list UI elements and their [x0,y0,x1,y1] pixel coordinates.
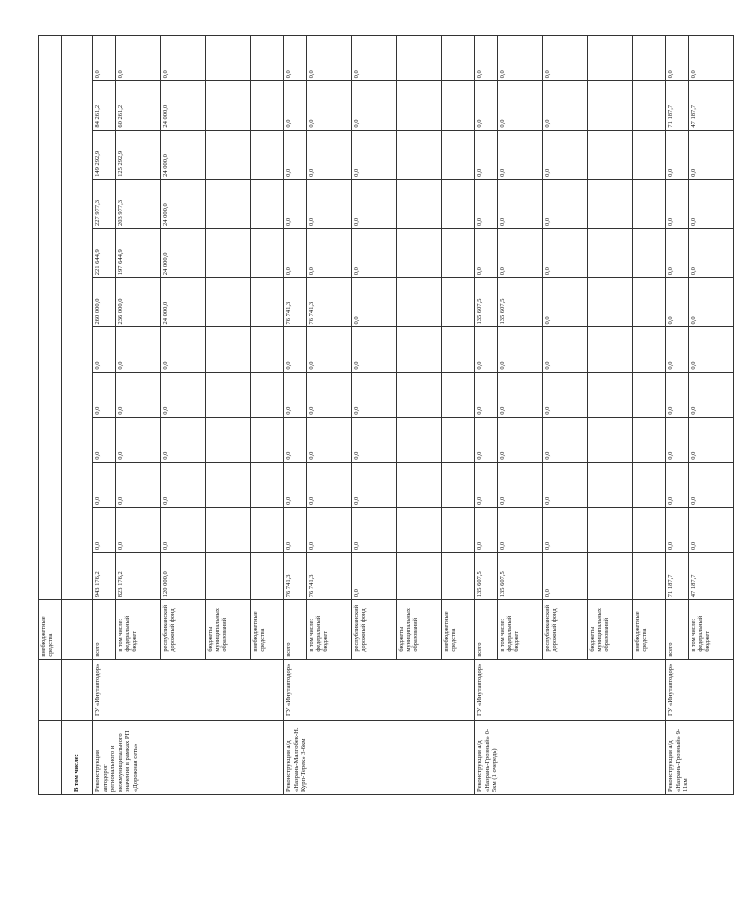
value-cell: 943 176,2 [93,553,116,600]
value-cell [206,553,251,600]
value-cell [251,507,284,552]
value-cell: 0,0 [689,327,734,372]
funding-source-cell: в том числе: федеральный бюджет [307,600,352,659]
value-cell: 0,0 [93,327,116,372]
value-cell: 125 292,9 [116,130,161,179]
value-cell [633,130,666,179]
value-cell [397,553,442,600]
value-cell [397,229,442,278]
value-cell: 0,0 [498,130,543,179]
funding-source-cell: республиканский дорожный фонд [161,600,206,659]
value-cell: 0,0 [543,372,588,417]
value-cell [251,553,284,600]
value-cell [633,327,666,372]
value-cell: 0,0 [307,81,352,130]
value-cell [442,327,475,372]
value-cell [251,462,284,507]
value-cell [633,553,666,600]
value-cell: 0,0 [689,507,734,552]
value-cell: 24 000,0 [161,278,206,327]
value-cell: 0,0 [689,278,734,327]
value-cell: 0,0 [307,229,352,278]
value-cell [251,81,284,130]
value-cell [397,462,442,507]
value-cell [397,36,442,81]
funding-source-cell: в том числе: федеральный бюджет [116,600,161,659]
value-cell: 0,0 [284,81,307,130]
value-cell [442,553,475,600]
value-cell: 0,0 [498,81,543,130]
value-cell: 0,0 [161,507,206,552]
value-cell [251,179,284,228]
financing-table [38,35,734,795]
value-cell: 0,0 [352,553,397,600]
value-cell: 0,0 [475,130,498,179]
value-cell: 0,0 [498,229,543,278]
value-cell [633,462,666,507]
value-cell: 0,0 [352,507,397,552]
value-cell: 24 000,0 [161,81,206,130]
value-cell [251,229,284,278]
funding-source-cell: внебюджетные средства [251,600,284,659]
value-cell: 0,0 [543,417,588,462]
value-cell: 0,0 [161,327,206,372]
value-cell: 0,0 [93,372,116,417]
value-cell: 60 261,2 [116,81,161,130]
value-cell: 0,0 [498,179,543,228]
value-cell: 120 000,0 [161,553,206,600]
value-cell [206,372,251,417]
funding-source-cell: республиканский дорожный фонд [352,600,397,659]
value-cell [397,327,442,372]
value-cell: 0,0 [352,130,397,179]
value-cell [251,36,284,81]
value-cell: 0,0 [352,327,397,372]
value-cell [206,327,251,372]
value-cell: 823 176,2 [116,553,161,600]
value-cell: 71 187,7 [666,81,689,130]
object-name-cell: Реконструкция автодорог регионального и межмуниципального значения в рамках РП «Дорожная сеть» [93,721,284,795]
value-cell [397,372,442,417]
empty-cell [62,600,93,659]
value-cell: 0,0 [116,372,161,417]
value-cell: 0,0 [543,327,588,372]
value-cell [397,507,442,552]
value-cell [588,81,633,130]
value-cell: 0,0 [689,130,734,179]
value-cell: 135 607,5 [498,278,543,327]
value-cell: 0,0 [689,179,734,228]
value-cell: 0,0 [116,327,161,372]
value-cell: 203 977,3 [116,179,161,228]
value-cell: 0,0 [352,179,397,228]
value-cell: 0,0 [284,179,307,228]
funding-source-cell: республиканский дорожный фонд [543,600,588,659]
value-cell: 0,0 [352,372,397,417]
value-cell: 0,0 [498,462,543,507]
value-cell [633,229,666,278]
value-cell: 0,0 [284,229,307,278]
value-cell [397,179,442,228]
value-cell: 0,0 [161,36,206,81]
value-cell: 0,0 [161,417,206,462]
value-cell [251,417,284,462]
value-cell [633,36,666,81]
value-cell [442,278,475,327]
value-cell: 0,0 [689,372,734,417]
value-cell: 24 000,0 [161,179,206,228]
value-cell [442,462,475,507]
value-cell: 0,0 [475,327,498,372]
value-cell: 76 741,3 [284,553,307,600]
value-cell: 0,0 [307,130,352,179]
value-cell: 71 187,7 [666,553,689,600]
empty-cell [39,721,62,795]
value-cell: 0,0 [284,507,307,552]
funding-source-cell: всего [93,600,116,659]
funding-source-cell: бюджеты муниципальных образований [588,600,633,659]
value-cell: 0,0 [689,229,734,278]
empty-cell [39,36,62,600]
value-cell: 0,0 [498,36,543,81]
in-total-label: В том числе: [62,721,93,795]
empty-cell [62,36,93,600]
value-cell [206,81,251,130]
value-cell: 0,0 [161,372,206,417]
funding-source-cell: внебюджетные средства [442,600,475,659]
value-cell: 47 187,7 [689,81,734,130]
value-cell [588,327,633,372]
value-cell: 0,0 [352,229,397,278]
value-cell: 84 261,2 [93,81,116,130]
funding-source-cell: всего [284,600,307,659]
value-cell [206,229,251,278]
value-cell [588,372,633,417]
funding-source-cell: в том числе: федеральный бюджет [689,600,734,659]
value-cell [588,278,633,327]
value-cell: 0,0 [284,130,307,179]
value-cell [442,507,475,552]
value-cell: 0,0 [689,36,734,81]
value-cell [206,462,251,507]
value-cell [397,130,442,179]
value-cell: 0,0 [666,179,689,228]
value-cell: 24 000,0 [161,229,206,278]
value-cell: 0,0 [475,229,498,278]
value-cell [588,462,633,507]
value-cell: 76 741,3 [284,278,307,327]
value-cell [633,278,666,327]
value-cell: 0,0 [543,278,588,327]
value-cell [633,372,666,417]
value-cell: 135 607,5 [498,553,543,600]
value-cell [442,417,475,462]
value-cell: 0,0 [307,372,352,417]
value-cell: 0,0 [666,417,689,462]
value-cell [251,372,284,417]
value-cell: 0,0 [498,507,543,552]
table-row [93,36,116,795]
value-cell: 0,0 [475,81,498,130]
responsible-cell: ГУ «Инутавтодор» [666,659,734,721]
value-cell: 135 607,5 [475,278,498,327]
value-cell [442,229,475,278]
value-cell [588,507,633,552]
value-cell [588,36,633,81]
responsible-cell: ГУ «Инутавтодор» [475,659,666,721]
value-cell: 0,0 [543,553,588,600]
funding-source-cell: бюджеты муниципальных образований [397,600,442,659]
value-cell [588,229,633,278]
value-cell: 197 644,9 [116,229,161,278]
value-cell: 0,0 [93,417,116,462]
value-cell: 0,0 [475,179,498,228]
value-cell: 0,0 [352,278,397,327]
table-row [666,36,689,795]
value-cell [397,417,442,462]
top-source-cell: внебюджетные средства [39,600,62,659]
funding-source-cell: всего [475,600,498,659]
value-cell: 221 644,9 [93,229,116,278]
value-cell [442,36,475,81]
value-cell: 0,0 [543,229,588,278]
in-total-row [62,36,93,795]
value-cell: 0,0 [284,462,307,507]
value-cell: 0,0 [498,327,543,372]
value-cell [633,417,666,462]
value-cell [633,507,666,552]
value-cell: 76 741,3 [307,553,352,600]
value-cell: 0,0 [666,507,689,552]
value-cell [206,130,251,179]
object-name-cell: Реконструкция а/д «Назрань-Грозный» 0-5км (1 очередь) [475,721,666,795]
value-cell: 0,0 [307,36,352,81]
value-cell: 0,0 [475,372,498,417]
value-cell: 0,0 [666,462,689,507]
value-cell [206,278,251,327]
value-cell: 236 000,0 [116,278,161,327]
value-cell [206,417,251,462]
value-cell: 0,0 [498,372,543,417]
value-cell: 0,0 [284,417,307,462]
value-cell [442,81,475,130]
value-cell [588,553,633,600]
value-cell: 0,0 [93,462,116,507]
value-cell [397,81,442,130]
value-cell [206,179,251,228]
value-cell [206,507,251,552]
value-cell: 0,0 [307,327,352,372]
value-cell: 0,0 [498,417,543,462]
value-cell: 0,0 [543,130,588,179]
value-cell [206,36,251,81]
table-row [475,36,498,795]
value-cell: 0,0 [352,36,397,81]
value-cell: 0,0 [689,462,734,507]
value-cell: 135 607,5 [475,553,498,600]
value-cell: 0,0 [543,179,588,228]
table-row [284,36,307,795]
value-cell: 0,0 [543,81,588,130]
value-cell: 0,0 [666,36,689,81]
value-cell: 0,0 [307,179,352,228]
value-cell: 260 000,0 [93,278,116,327]
value-cell: 0,0 [307,462,352,507]
value-cell: 0,0 [93,507,116,552]
value-cell: 47 187,7 [689,553,734,600]
value-cell: 0,0 [543,507,588,552]
value-cell [251,130,284,179]
value-cell: 0,0 [475,507,498,552]
value-cell: 0,0 [666,278,689,327]
value-cell: 227 977,3 [93,179,116,228]
top-fragment-row [39,36,62,795]
value-cell: 0,0 [116,507,161,552]
value-cell: 0,0 [284,327,307,372]
value-cell [397,278,442,327]
value-cell: 0,0 [307,507,352,552]
value-cell: 0,0 [116,36,161,81]
value-cell: 0,0 [352,462,397,507]
value-cell: 0,0 [352,81,397,130]
value-cell: 0,0 [666,229,689,278]
value-cell: 0,0 [475,462,498,507]
value-cell: 0,0 [666,327,689,372]
responsible-cell: ГУ «Инутавтодор» [93,659,284,721]
value-cell: 0,0 [352,417,397,462]
value-cell: 0,0 [666,130,689,179]
value-cell [442,130,475,179]
value-cell: 24 000,0 [161,130,206,179]
value-cell: 76 741,3 [307,278,352,327]
value-cell: 0,0 [689,417,734,462]
object-name-cell: Реконструкция а/д «Назрань-Малгобек-Н. Курп-Терек» 3-6км [284,721,475,795]
value-cell [588,130,633,179]
value-cell [633,179,666,228]
empty-cell [39,659,62,721]
value-cell [633,81,666,130]
value-cell: 0,0 [543,462,588,507]
value-cell: 0,0 [666,372,689,417]
value-cell: 0,0 [284,36,307,81]
funding-source-cell: в том числе: федеральный бюджет [498,600,543,659]
value-cell: 0,0 [284,372,307,417]
funding-source-cell: бюджеты муниципальных образований [206,600,251,659]
funding-source-cell: всего [666,600,689,659]
value-cell [251,327,284,372]
value-cell: 0,0 [307,417,352,462]
value-cell [588,417,633,462]
responsible-cell: ГУ «Инутавтодор» [284,659,475,721]
value-cell [442,179,475,228]
value-cell: 0,0 [93,36,116,81]
value-cell: 149 292,9 [93,130,116,179]
value-cell: 0,0 [161,462,206,507]
value-cell [251,278,284,327]
value-cell: 0,0 [475,417,498,462]
funding-source-cell: внебюджетные средства [633,600,666,659]
value-cell: 0,0 [116,417,161,462]
value-cell [588,179,633,228]
value-cell: 0,0 [475,36,498,81]
value-cell: 0,0 [543,36,588,81]
rotated-table-wrapper [38,35,712,795]
object-name-cell: Реконструкция а/д «Назрань-Грозный» 9-11км [666,721,734,795]
value-cell [442,372,475,417]
empty-cell [62,659,93,721]
value-cell: 0,0 [116,462,161,507]
